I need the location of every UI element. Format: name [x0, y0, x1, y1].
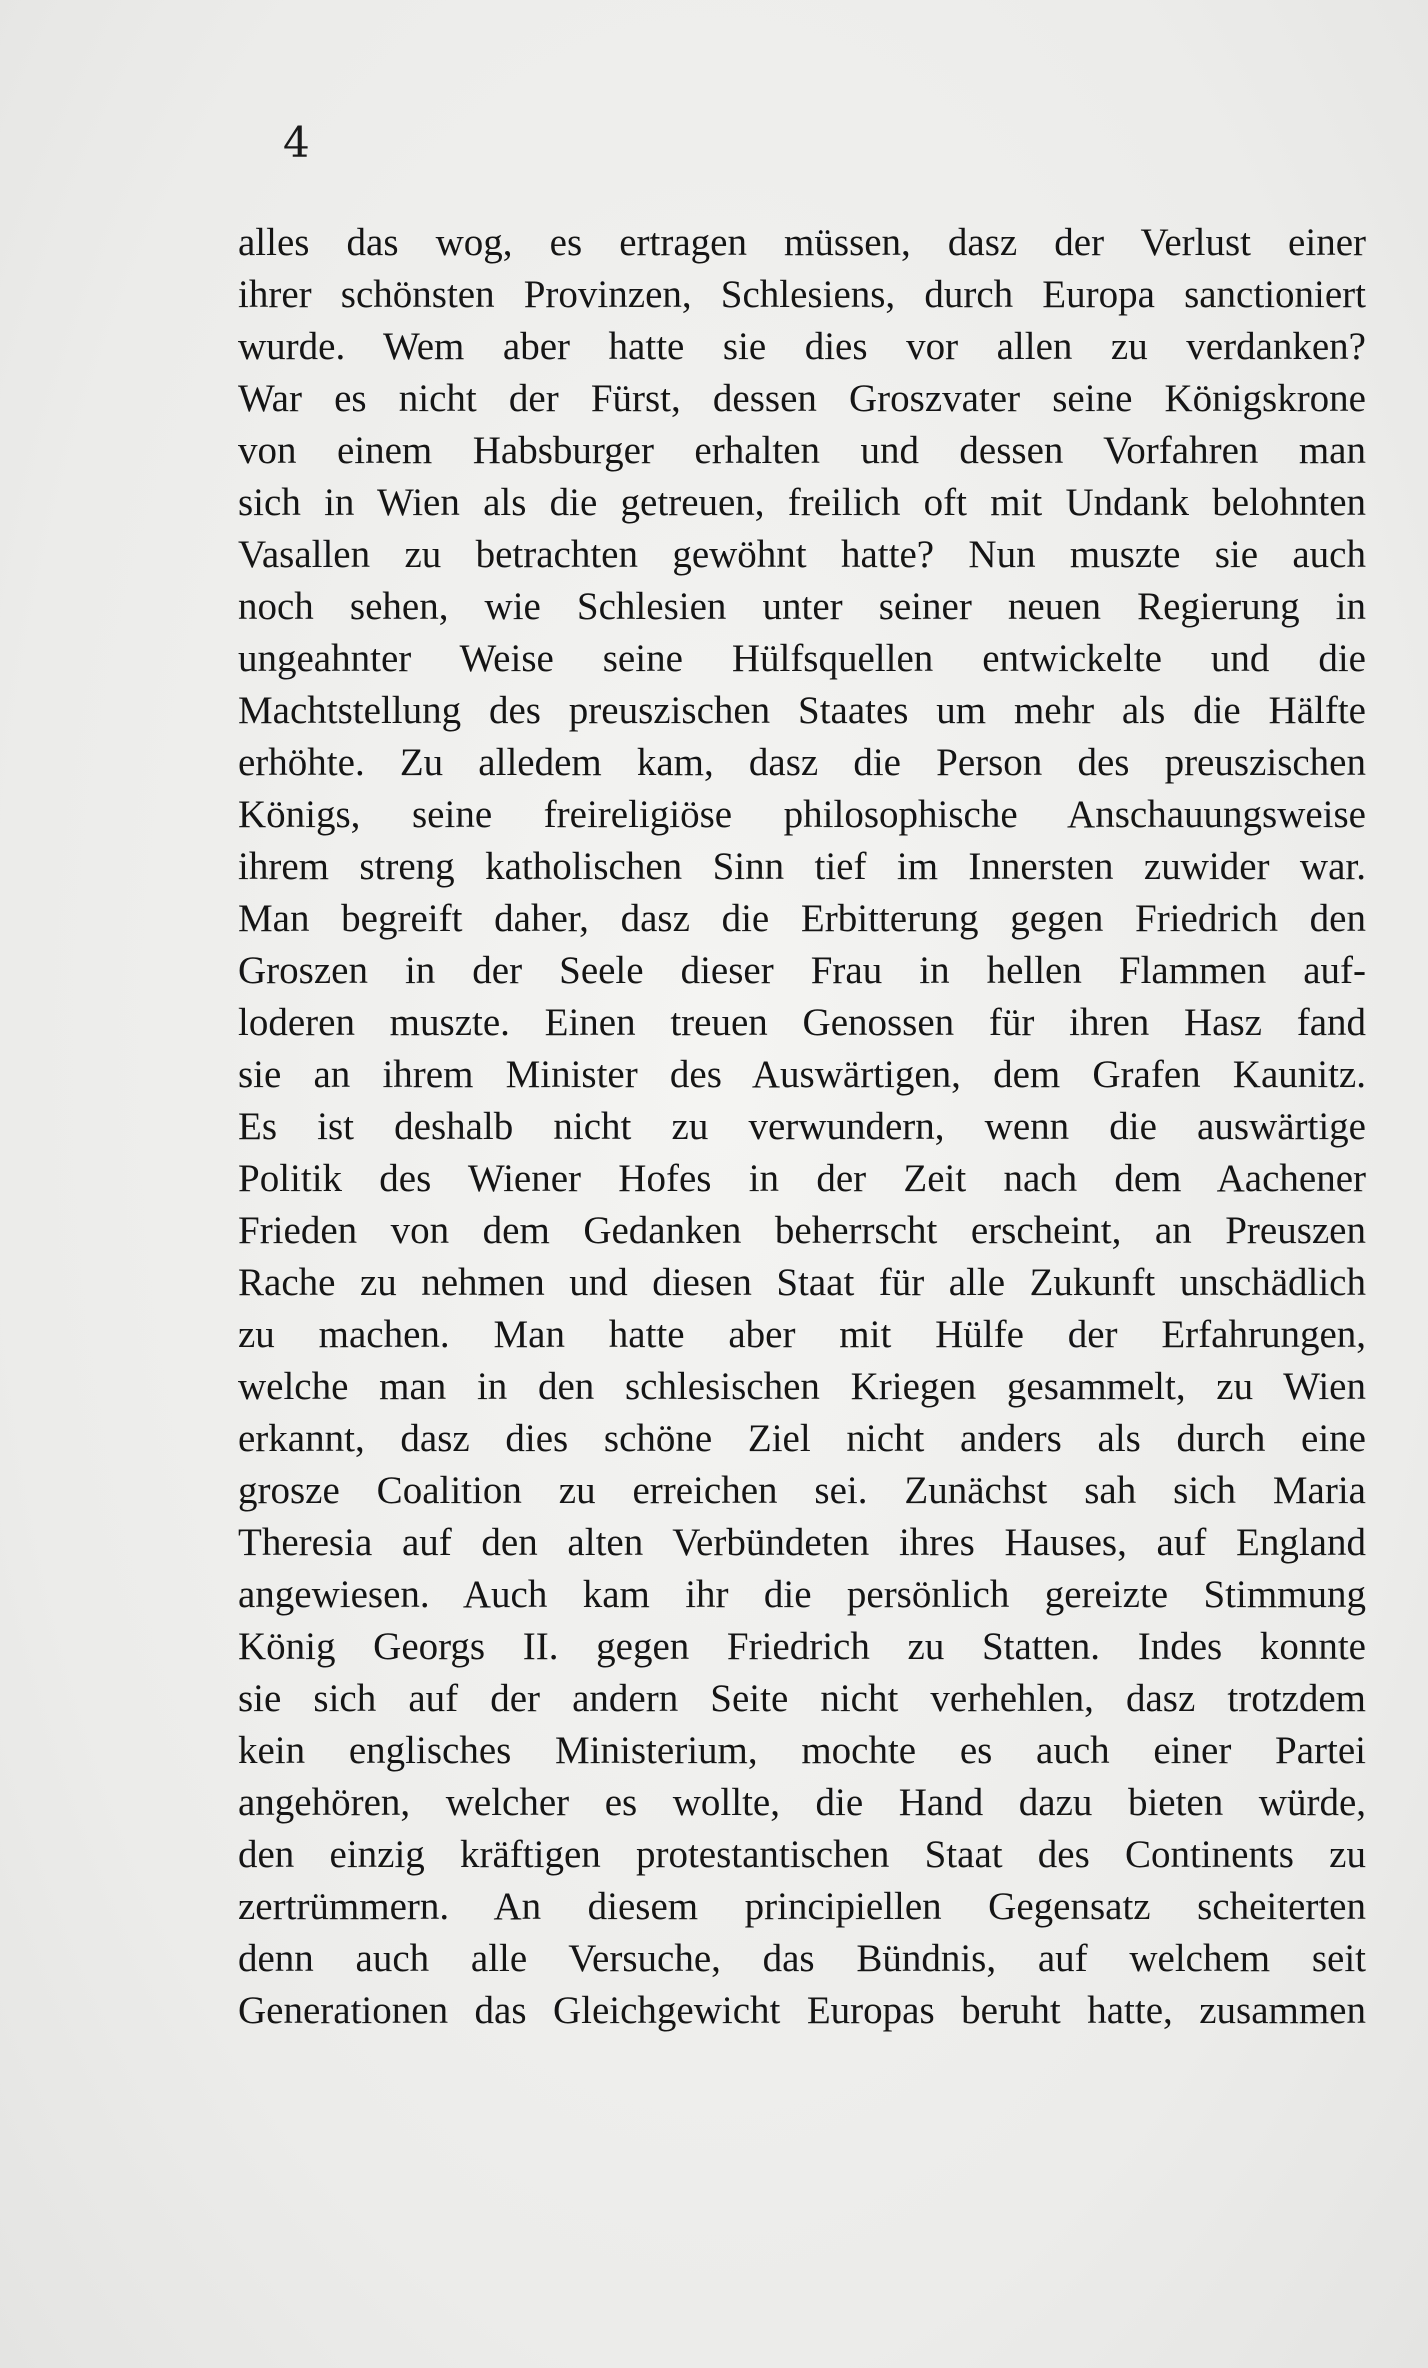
text-line: Es ist deshalb nicht zu verwundern, wenn die auswärtige — [238, 1105, 1366, 1148]
text-line: zertrümmern. An diesem principiellen Gegensatz scheiterten — [238, 1885, 1366, 1928]
text-line: Theresia auf den alten Verbündeten ihres Hauses, auf England — [238, 1521, 1366, 1564]
text-line: kein englisches Ministerium, mochte es auch einer Partei — [238, 1729, 1366, 1772]
text-line: ihrer schönsten Provinzen, Schlesiens, durch Europa sanctioniert — [238, 273, 1366, 316]
text-line: erhöhte. Zu alledem kam, dasz die Person des preuszischen — [238, 741, 1366, 784]
text-line: denn auch alle Versuche, das Bündnis, auf welchem seit — [238, 1937, 1366, 1980]
text-line: grosze Coalition zu erreichen sei. Zunächst sah sich Maria — [238, 1469, 1366, 1512]
text-line: zu machen. Man hatte aber mit Hülfe der Erfahrungen, — [238, 1313, 1366, 1356]
page-number: 4 — [283, 118, 310, 167]
text-line: Rache zu nehmen und diesen Staat für alle Zukunft unschädlich — [238, 1261, 1366, 1304]
body-text — [238, 217, 1366, 2037]
text-line: Man begreift daher, dasz die Erbitterung gegen Friedrich den — [238, 897, 1366, 940]
text-line: König Georgs II. gegen Friedrich zu Statten. Indes konnte — [238, 1625, 1366, 1668]
text-line: von einem Habsburger erhalten und dessen Vorfahren man — [238, 429, 1366, 472]
text-line: angehören, welcher es wollte, die Hand dazu bieten würde, — [238, 1781, 1366, 1824]
text-line: welche man in den schlesischen Kriegen gesammelt, zu Wien — [238, 1365, 1366, 1408]
text-line: Vasallen zu betrachten gewöhnt hatte? Nun muszte sie auch — [238, 533, 1366, 576]
text-line: den einzig kräftigen protestantischen Staat des Continents zu — [238, 1833, 1366, 1876]
text-line: ungeahnter Weise seine Hülfsquellen entwickelte und die — [238, 637, 1366, 680]
text-line: alles das wog, es ertragen müssen, dasz der Verlust einer — [238, 221, 1366, 264]
text-line: wurde. Wem aber hatte sie dies vor allen zu verdanken? — [238, 325, 1366, 368]
text-line: Generationen das Gleichgewicht Europas beruht hatte, zusammen — [238, 1989, 1366, 2032]
text-line: sie an ihrem Minister des Auswärtigen, dem Grafen Kaunitz. — [238, 1053, 1366, 1096]
text-line: Groszen in der Seele dieser Frau in hellen Flammen auf- — [238, 949, 1366, 992]
text-line: sie sich auf der andern Seite nicht verhehlen, dasz trotzdem — [238, 1677, 1366, 1720]
text-line: angewiesen. Auch kam ihr die persönlich gereizte Stimmung — [238, 1573, 1366, 1616]
text-line: loderen muszte. Einen treuen Genossen für ihren Hasz fand — [238, 1001, 1366, 1044]
text-line: erkannt, dasz dies schöne Ziel nicht anders als durch eine — [238, 1417, 1366, 1460]
text-line: Machtstellung des preuszischen Staates um mehr als die Hälfte — [238, 689, 1366, 732]
text-line: sich in Wien als die getreuen, freilich oft mit Undank belohnten — [238, 481, 1366, 524]
text-line: Königs, seine freireligiöse philosophische Anschauungsweise — [238, 793, 1366, 836]
text-line: ihrem streng katholischen Sinn tief im Innersten zuwider war. — [238, 845, 1366, 888]
text-line: War es nicht der Fürst, dessen Groszvater seine Königskrone — [238, 377, 1366, 420]
text-line: Politik des Wiener Hofes in der Zeit nach dem Aachener — [238, 1157, 1366, 1200]
text-line: Frieden von dem Gedanken beherrscht erscheint, an Preuszen — [238, 1209, 1366, 1252]
text-line: noch sehen, wie Schlesien unter seiner neuen Regierung in — [238, 585, 1366, 628]
